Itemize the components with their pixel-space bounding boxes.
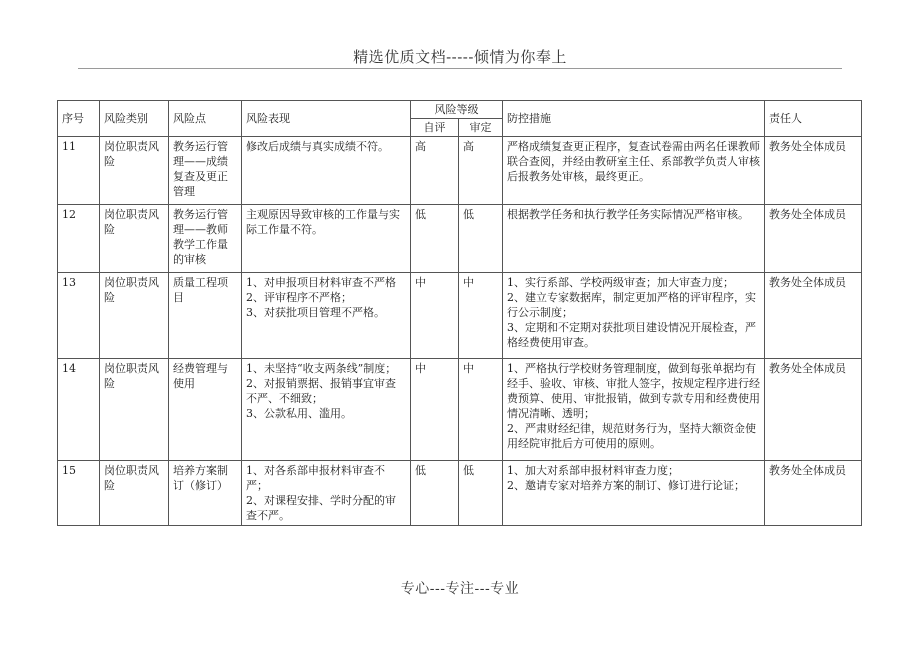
row-category: 岗位职责风险 [100, 359, 169, 461]
row-seq: 11 [58, 137, 100, 205]
table-row [58, 359, 862, 461]
row-manifestation: 主观原因导致审核的工作量与实际工作量不符。 [242, 205, 411, 273]
row-owner: 教务处全体成员 [765, 137, 862, 205]
row-manifestation: 1、未坚持“收支两条线”制度； 2、对报销票据、报销事宜审查不严、不细致； 3、公款私用、滥用。 [242, 359, 411, 461]
row-seq: 13 [58, 273, 100, 359]
row-owner: 教务处全体成员 [765, 461, 862, 526]
page-header-title: 精选优质文档-----倾情为你奉上 [353, 48, 567, 66]
table-row [58, 137, 862, 205]
row-seq: 15 [58, 461, 100, 526]
row-category: 岗位职责风险 [100, 205, 169, 273]
col-header-measures: 防控措施 [503, 101, 765, 137]
col-header-manifestation: 风险表现 [242, 101, 411, 137]
row-self-eval: 中 [411, 359, 459, 461]
row-risk-point: 教务运行管理——教师教学工作量的审核 [169, 205, 242, 273]
table-row [58, 461, 862, 526]
row-measures: 严格成绩复查更正程序，复查试卷需由两名任课教师联合查阅，并经由教研室主任、系部教学负责人审核后报教务处审核，最终更正。 [503, 137, 765, 205]
row-review: 低 [459, 461, 503, 526]
row-risk-point: 经费管理与使用 [169, 359, 242, 461]
row-measures: 1、加大对系部申报材料审查力度； 2、邀请专家对培养方案的制订、修订进行论证； [503, 461, 765, 526]
row-measures: 根据教学任务和执行教学任务实际情况严格审核。 [503, 205, 765, 273]
col-header-level-group: 风险等级 [411, 101, 503, 119]
row-seq: 14 [58, 359, 100, 461]
row-risk-point: 教务运行管理——成绩复查及更正管理 [169, 137, 242, 205]
row-owner: 教务处全体成员 [765, 359, 862, 461]
row-self-eval: 高 [411, 137, 459, 205]
row-self-eval: 低 [411, 461, 459, 526]
col-header-owner: 责任人 [765, 101, 862, 137]
row-seq: 12 [58, 205, 100, 273]
table-row [58, 273, 862, 359]
row-review: 中 [459, 359, 503, 461]
col-header-self-eval: 自评 [411, 119, 459, 137]
col-header-point: 风险点 [169, 101, 242, 137]
col-header-category: 风险类别 [100, 101, 169, 137]
row-manifestation: 修改后成绩与真实成绩不符。 [242, 137, 411, 205]
row-owner: 教务处全体成员 [765, 205, 862, 273]
row-manifestation: 1、对各系部申报材料审查不严； 2、对课程安排、学时分配的审查不严。 [242, 461, 411, 526]
row-owner: 教务处全体成员 [765, 273, 862, 359]
row-self-eval: 中 [411, 273, 459, 359]
col-header-review: 审定 [459, 119, 503, 137]
row-category: 岗位职责风险 [100, 137, 169, 205]
row-measures: 1、严格执行学校财务管理制度，做到每张单据均有经手、验收、审核、审批人签字，按规定程序进行经费预算、使用、审批报销，做到专款专用和经费使用情况清晰、透明； 2、严肃财经纪律，规范财务行为，坚持大额资金使用经院审批后方可使用的原则。 [503, 359, 765, 461]
row-category: 岗位职责风险 [100, 461, 169, 526]
table-row [58, 205, 862, 273]
page-footer-text: 专心---专注---专业 [400, 581, 520, 597]
row-review: 高 [459, 137, 503, 205]
row-risk-point: 质量工程项目 [169, 273, 242, 359]
col-header-seq: 序号 [58, 101, 100, 137]
header-divider [78, 68, 842, 69]
row-self-eval: 低 [411, 205, 459, 273]
row-measures: 1、实行系部、学校两级审查；加大审查力度； 2、建立专家数据库，制定更加严格的评审程序，实行公示制度； 3、定期和不定期对获批项目建设情况开展检查，严格经费使用审查。 [503, 273, 765, 359]
row-category: 岗位职责风险 [100, 273, 169, 359]
row-review: 低 [459, 205, 503, 273]
row-manifestation: 1、对申报项目材料审查不严格 2、评审程序不严格； 3、对获批项目管理不严格。 [242, 273, 411, 359]
row-review: 中 [459, 273, 503, 359]
risk-control-table [57, 100, 862, 526]
row-risk-point: 培养方案制订（修订） [169, 461, 242, 526]
